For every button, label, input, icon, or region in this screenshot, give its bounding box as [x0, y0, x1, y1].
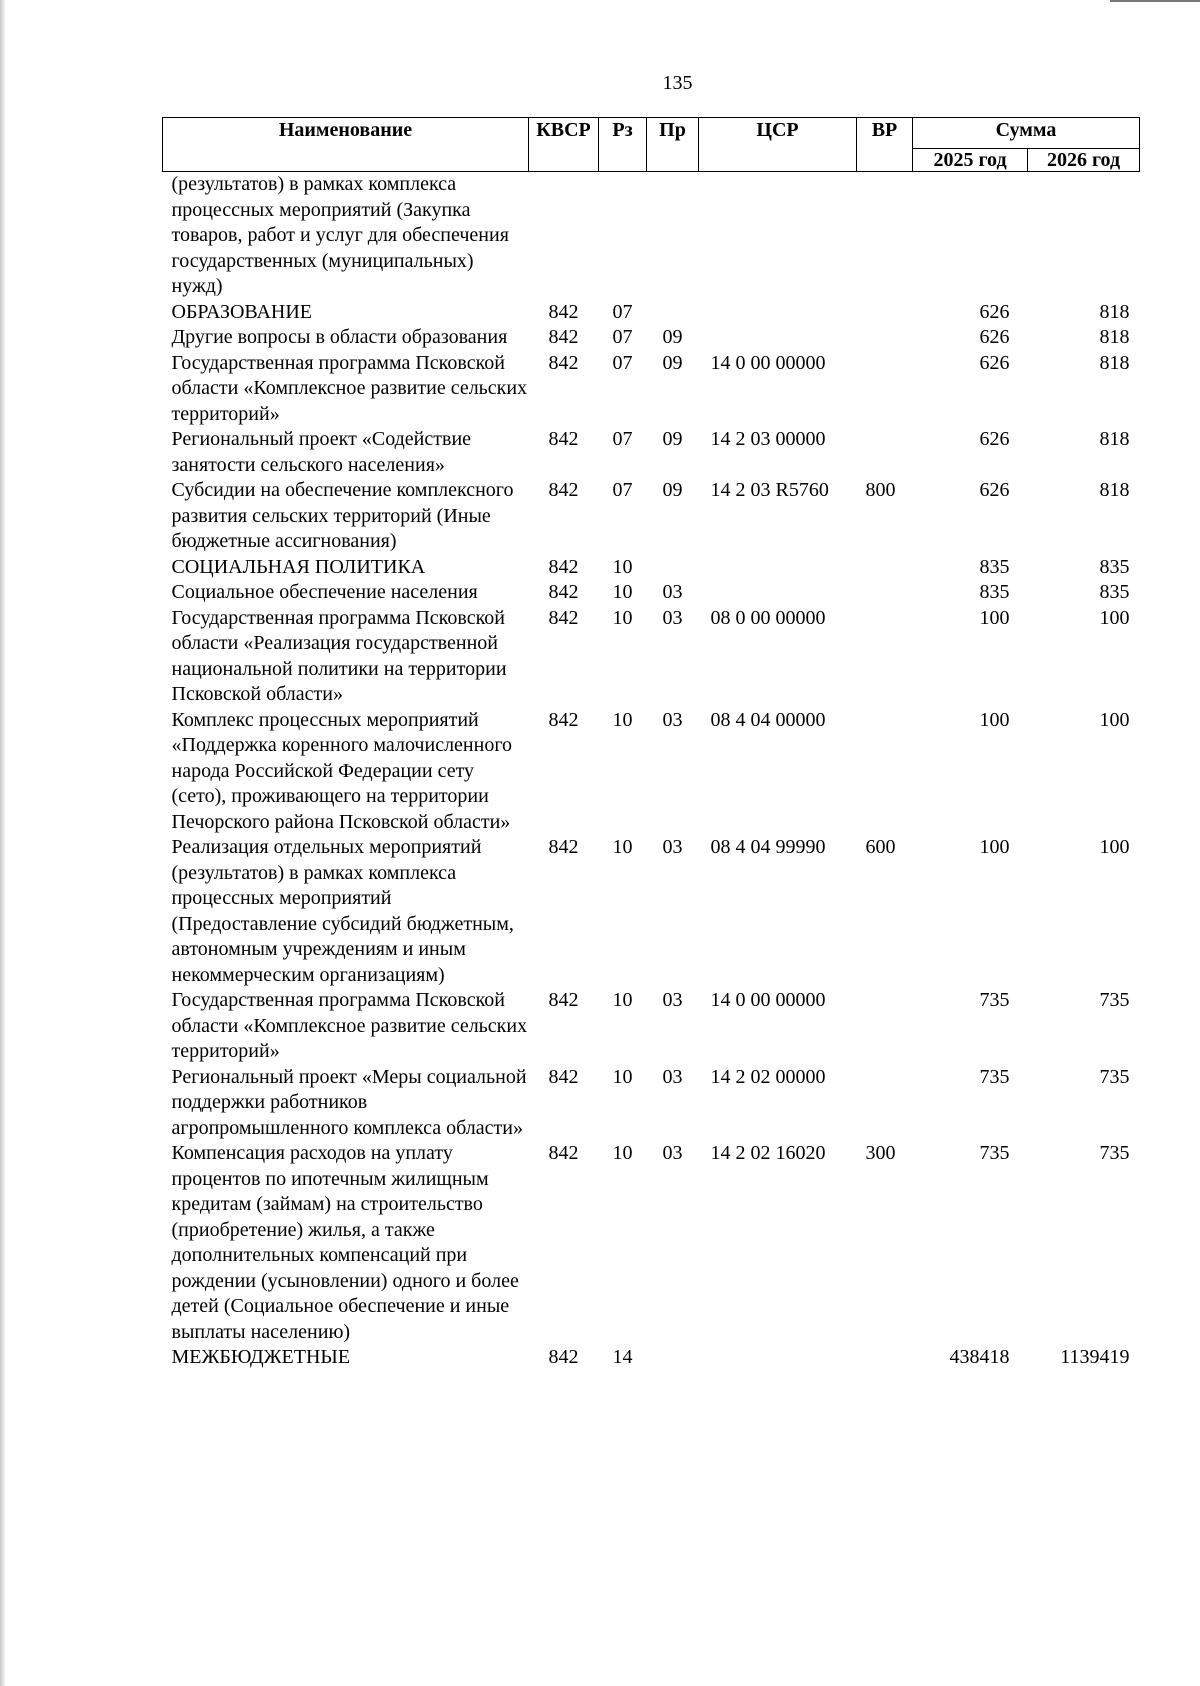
cell-sum-2025: 735 [979, 1065, 1010, 1088]
table-row [163, 708, 1140, 836]
cell-kvsr: 842 [548, 555, 579, 578]
table-body [163, 172, 1140, 1371]
cell-rz: 07 [612, 351, 633, 374]
cell-vr [857, 325, 913, 351]
header-year-2025: 2025 год [913, 149, 1028, 172]
cell-csr [699, 325, 857, 351]
cell-sum-2026: 735 [1099, 989, 1130, 1011]
cell-pr: 09 [662, 326, 683, 348]
scan-edge-left [0, 0, 6, 1686]
cell-sum-2026 [1028, 172, 1140, 300]
cell-vr: 600 [865, 836, 896, 858]
cell-sum-2025: 835 [979, 555, 1010, 578]
cell-sum-2025: 626 [979, 428, 1010, 450]
cell-csr [699, 555, 857, 581]
cell-csr: 08 4 04 00000 [710, 708, 826, 731]
cell-name: Субсидии на обеспечение комплексного развития сельских территорий (Иные бюджетные ассигнования) [171, 479, 514, 552]
table-row [163, 1065, 1140, 1142]
cell-sum-2025: 735 [979, 989, 1010, 1011]
cell-csr [699, 580, 857, 606]
cell-sum-2025: 626 [979, 479, 1010, 501]
cell-pr [647, 300, 699, 326]
cell-rz: 10 [612, 1142, 633, 1164]
cell-csr: 14 2 03 00000 [710, 428, 826, 450]
cell-pr: 03 [662, 606, 683, 629]
cell-rz: 10 [612, 555, 633, 578]
cell-sum-2026: 818 [1099, 479, 1130, 501]
cell-sum-2026: 100 [1099, 708, 1130, 731]
cell-name: ОБРАЗОВАНИЕ [171, 300, 313, 323]
cell-pr [647, 172, 699, 300]
cell-name: Региональный проект «Меры социальной поддержки работников агропромышленного комплекса области» [171, 1065, 527, 1139]
cell-rz: 10 [612, 1065, 633, 1088]
cell-name: Государственная программа Псковской области «Реализация государственной национальной политики на территории Псковской области» [171, 606, 507, 705]
cell-vr [857, 427, 913, 478]
cell-pr: 03 [662, 708, 683, 731]
cell-pr: 03 [662, 1065, 683, 1088]
cell-kvsr: 842 [548, 836, 579, 858]
header-kvsr: КВСР [529, 118, 599, 172]
cell-sum-2026: 100 [1099, 606, 1130, 629]
table-row [163, 988, 1140, 1065]
cell-csr: 14 2 02 16020 [710, 1142, 826, 1164]
cell-sum-2026: 818 [1099, 300, 1130, 323]
cell-rz: 10 [612, 836, 633, 858]
cell-sum-2026: 835 [1099, 581, 1130, 603]
header-vr: ВР [857, 118, 913, 172]
cell-vr: 300 [865, 1142, 896, 1164]
cell-vr [857, 1065, 913, 1142]
cell-sum-2025: 438418 [949, 1346, 1010, 1368]
cell-name: МЕЖБЮДЖЕТНЫЕ [171, 1346, 351, 1368]
cell-vr [857, 1345, 913, 1371]
cell-rz: 07 [612, 300, 633, 323]
table-row [163, 325, 1140, 351]
cell-name: Социальное обеспечение населения [171, 581, 478, 603]
cell-vr [857, 988, 913, 1065]
cell-csr [699, 1345, 857, 1371]
cell-vr [857, 580, 913, 606]
header-sum: Сумма [913, 118, 1140, 149]
cell-csr: 14 0 00 00000 [710, 351, 826, 374]
cell-kvsr: 842 [548, 326, 579, 348]
cell-pr: 09 [662, 351, 683, 374]
table-row [163, 351, 1140, 428]
header-csr: ЦСР [699, 118, 857, 172]
cell-sum-2026: 735 [1099, 1065, 1130, 1088]
cell-vr: 800 [865, 479, 896, 501]
cell-pr: 03 [662, 581, 683, 603]
cell-sum-2026: 818 [1099, 326, 1130, 348]
cell-sum-2025: 626 [979, 351, 1010, 374]
cell-sum-2025: 735 [979, 1142, 1010, 1164]
header-name: Наименование [163, 118, 529, 172]
cell-vr [857, 351, 913, 428]
cell-sum-2025: 100 [979, 606, 1010, 629]
cell-kvsr: 842 [548, 606, 579, 629]
cell-sum-2026: 818 [1099, 351, 1130, 374]
cell-csr: 08 4 04 99990 [710, 836, 826, 858]
cell-csr [699, 300, 857, 326]
cell-rz: 10 [612, 989, 633, 1011]
cell-vr [857, 708, 913, 836]
cell-kvsr: 842 [548, 1065, 579, 1088]
cell-name: Государственная программа Псковской области «Комплексное развитие сельских территорий» [171, 351, 528, 425]
cell-pr: 03 [662, 1142, 683, 1164]
table-row [163, 478, 1140, 555]
cell-pr [647, 1345, 699, 1371]
cell-rz: 10 [612, 606, 633, 629]
table-row [163, 300, 1140, 326]
cell-kvsr: 842 [548, 989, 579, 1011]
cell-vr [857, 172, 913, 300]
cell-vr [857, 555, 913, 581]
cell-sum-2025: 100 [979, 708, 1010, 731]
cell-csr: 14 2 03 R5760 [710, 479, 829, 501]
budget-table [162, 117, 1140, 1371]
cell-sum-2025: 835 [979, 581, 1010, 603]
cell-kvsr: 842 [548, 708, 579, 731]
cell-sum-2026: 835 [1099, 555, 1130, 578]
cell-pr: 03 [662, 989, 683, 1011]
table-row [163, 580, 1140, 606]
cell-vr [857, 300, 913, 326]
cell-sum-2025 [913, 172, 1028, 300]
cell-name: Другие вопросы в области образования [171, 326, 508, 348]
cell-name: Региональный проект «Содействие занятости сельского населения» [171, 428, 472, 476]
table-row [163, 172, 1140, 300]
cell-kvsr: 842 [548, 1142, 579, 1164]
cell-sum-2025: 100 [979, 836, 1010, 858]
cell-kvsr: 842 [548, 300, 579, 323]
cell-name: Компенсация расходов на уплату процентов по ипотечным жилищным кредитам (займам) на строительство (приобретение) жилья, а также дополнительных компенсаций при рождении (усыновлении) одного и более детей (Социальное обеспечение и иные выплаты населению) [171, 1142, 519, 1343]
header-pr: Пр [647, 118, 699, 172]
cell-pr: 03 [662, 836, 683, 858]
cell-kvsr: 842 [548, 428, 579, 450]
table-row [163, 555, 1140, 581]
cell-rz: 07 [612, 326, 633, 348]
cell-pr: 09 [662, 428, 683, 450]
scan-edge-top [1110, 0, 1200, 2]
cell-rz: 10 [612, 581, 633, 603]
cell-name: Реализация отдельных мероприятий (результатов) в рамках комплекса процессных мероприятий (Предоставление субсидий бюджетным, автономным учреждениям и иным некоммерческим организациям) [171, 836, 514, 986]
cell-sum-2026: 818 [1099, 428, 1130, 450]
cell-name: Комплекс процессных мероприятий «Поддержка коренного малочисленного народа Российской Федерации сету (сето), проживающего на территории Печорского района Псковской области» [171, 708, 513, 833]
table-row [163, 606, 1140, 708]
cell-sum-2025: 626 [979, 300, 1010, 323]
cell-kvsr: 842 [548, 1346, 579, 1368]
cell-rz [599, 172, 647, 300]
table-row [163, 1345, 1140, 1371]
cell-kvsr: 842 [548, 479, 579, 501]
cell-name: (результатов) в рамках комплекса процессных мероприятий (Закупка товаров, работ и услуг для обеспечения государственных (муниципальных) нужд) [171, 173, 509, 297]
header-year-2026: 2026 год [1028, 149, 1140, 172]
table-row [163, 427, 1140, 478]
cell-csr: 14 0 00 00000 [710, 989, 826, 1011]
cell-kvsr: 842 [548, 351, 579, 374]
table-header [163, 118, 1140, 172]
cell-sum-2026: 735 [1099, 1142, 1130, 1164]
cell-name: СОЦИАЛЬНАЯ ПОЛИТИКА [171, 555, 426, 578]
cell-sum-2025: 626 [979, 326, 1010, 348]
cell-vr [857, 606, 913, 708]
cell-rz: 07 [612, 479, 633, 501]
cell-rz: 10 [612, 708, 633, 731]
cell-kvsr [529, 172, 599, 300]
table-row [163, 1141, 1140, 1345]
cell-csr: 08 0 00 00000 [710, 606, 826, 629]
cell-csr: 14 2 02 00000 [710, 1065, 826, 1088]
page-number: 135 [662, 72, 693, 94]
cell-pr [647, 555, 699, 581]
cell-rz: 14 [612, 1346, 633, 1368]
cell-csr [699, 172, 857, 300]
cell-rz: 07 [612, 428, 633, 450]
cell-name: Государственная программа Псковской области «Комплексное развитие сельских территорий» [171, 989, 528, 1062]
header-rz: Рз [599, 118, 647, 172]
cell-sum-2026: 1139419 [1060, 1346, 1130, 1368]
table-row [163, 835, 1140, 988]
cell-pr: 09 [662, 479, 683, 501]
cell-sum-2026: 100 [1099, 836, 1130, 858]
cell-kvsr: 842 [548, 581, 579, 603]
